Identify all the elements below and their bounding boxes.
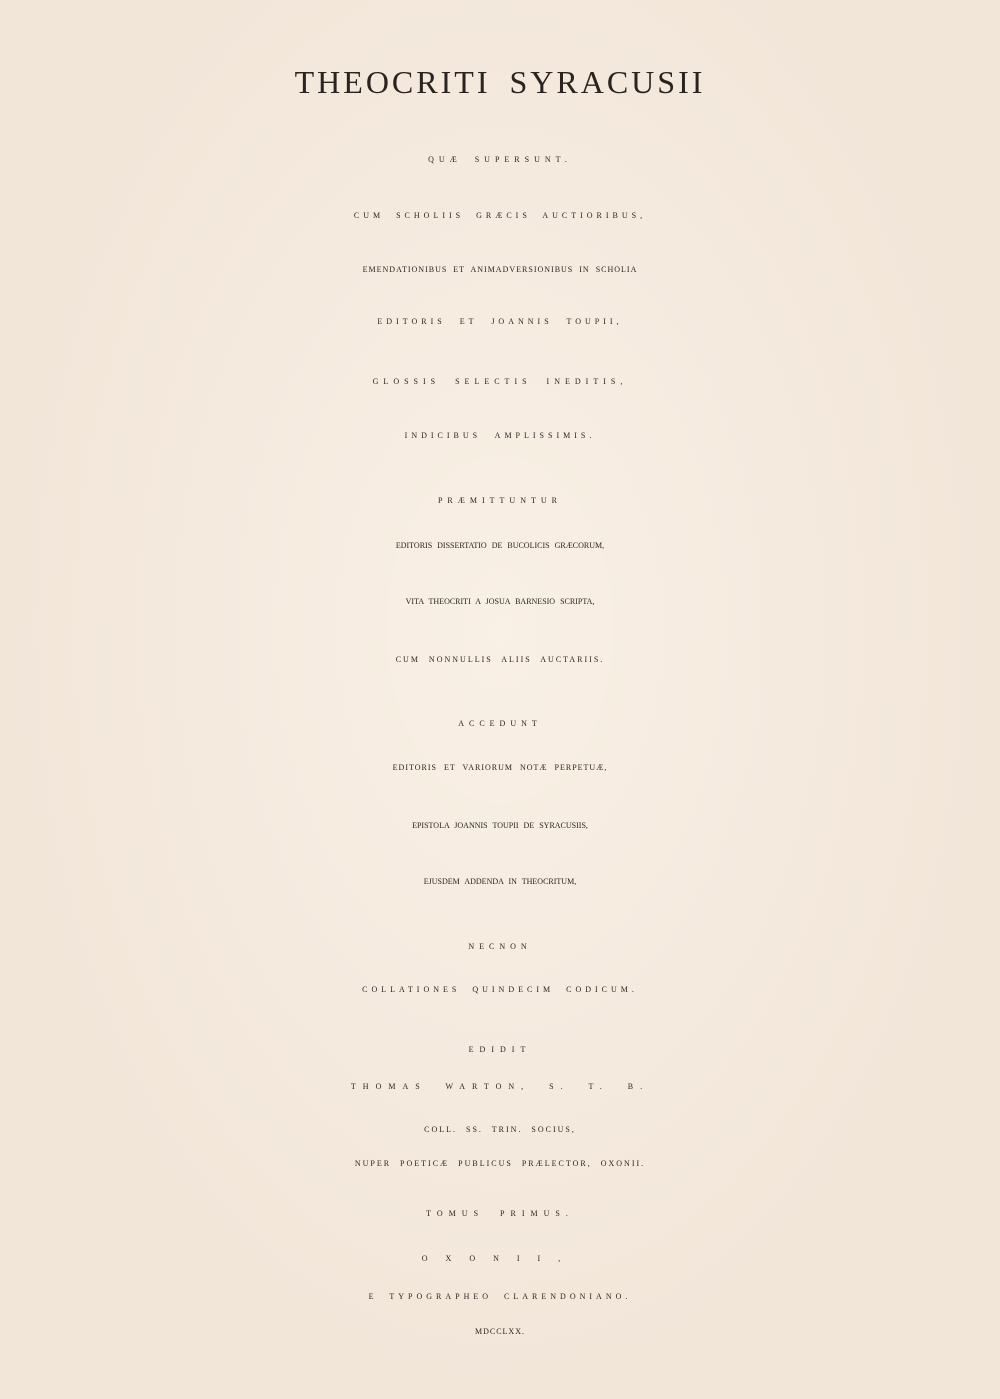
volume-label: TOMUS PRIMUS. bbox=[426, 1209, 574, 1218]
editor-role-1: COLL. SS. TRIN. SOCIUS, bbox=[424, 1125, 576, 1134]
contents-line-2: EMENDATIONIBUS ET ANIMADVERSIONIBUS IN SCHOLIA bbox=[362, 265, 638, 274]
imprint-press: E TYPOGRAPHEO CLARENDONIANO. bbox=[368, 1292, 632, 1301]
contents-line-3: EDITORIS ET JOANNIS TOUPII, bbox=[377, 317, 623, 326]
imprint-place: OXONII, bbox=[421, 1254, 579, 1263]
contents-line-4: GLOSSIS SELECTIS INEDITIS, bbox=[372, 377, 628, 386]
contents-line-5: INDICIBUS AMPLISSIMIS. bbox=[404, 431, 596, 440]
necnon-line: COLLATIONES QUINDECIM CODICUM. bbox=[362, 985, 638, 994]
accedunt-heading: ACCEDUNT bbox=[458, 719, 542, 728]
praemittuntur-heading: PRÆMITTUNTUR bbox=[437, 496, 562, 505]
necnon-heading: NECNON bbox=[468, 942, 532, 951]
praemittuntur-line-1: EDITORIS DISSERTATIO DE BUCOLICIS GRÆCORUM, bbox=[395, 541, 605, 550]
imprint-date: MDCCLXX. bbox=[474, 1327, 525, 1336]
accedunt-line-2: EPISTOLA JOANNIS TOUPII DE SYRACUSIIS, bbox=[412, 821, 588, 830]
edidit-heading: EDIDIT bbox=[468, 1045, 532, 1054]
editor-role-2: NUPER POETICÆ PUBLICUS PRÆLECTOR, OXONII. bbox=[354, 1159, 646, 1168]
book-subtitle: QUÆ SUPERSUNT. bbox=[428, 155, 572, 164]
accedunt-line-1: EDITORIS ET VARIORUM NOTÆ PERPETUÆ, bbox=[392, 763, 608, 772]
praemittuntur-line-2: VITA THEOCRITI A JOSUA BARNESIO SCRIPTA, bbox=[405, 597, 595, 606]
accedunt-line-3: EJUSDEM ADDENDA IN THEOCRITUM, bbox=[423, 877, 577, 886]
book-title: THEOCRITI SYRACUSII bbox=[294, 64, 706, 100]
editor-name: THOMAS WARTON, S. T. B. bbox=[350, 1082, 650, 1091]
contents-line-1: CUM SCHOLIIS GRÆCIS AUCTIORIBUS, bbox=[353, 211, 647, 220]
praemittuntur-line-3: CUM NONNULLIS ALIIS AUCTARIIS. bbox=[395, 655, 605, 664]
